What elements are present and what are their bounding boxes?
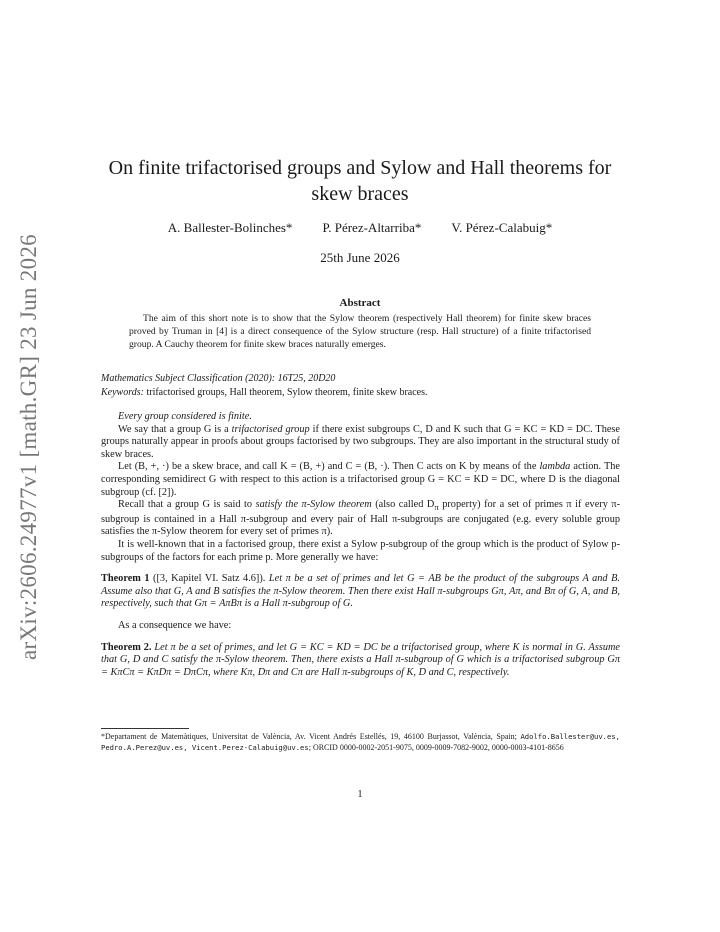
arxiv-identifier: arXiv:2606.24977v1 [math.GR] 23 Jun 2026: [16, 234, 41, 660]
paragraph: [101, 620, 620, 633]
footnote-orcid: ; ORCID 0000-0002-2051-9075, 0009-0009-7082-9002, 0000-0003-4101-8656: [308, 743, 564, 752]
arxiv-sidebar: [8, 234, 58, 665]
paragraph: [101, 424, 620, 462]
paragraph-text: Let (B, +, ·) be a skew brace, and call K = (B, +) and C = (B, ·). Then C acts on K by means of the: [118, 461, 540, 473]
abstract-heading: Abstract: [339, 297, 381, 309]
keywords: [101, 387, 631, 398]
theorem-1: [101, 573, 620, 611]
theorem-text: Let π be a set of primes and let G = AB be the product of the subgroups A and B. Assume also that G, A and B satisfies the π-Sylow theorem. Then there exist Hall π-subgroups Gπ, Aπ, and Bπ of G, A, and B, respectively, such that Gπ = AπBπ is a Hall π-subgroup of G.: [101, 573, 620, 610]
paragraph-text: As a consequence we have:: [118, 619, 232, 631]
author: V. Pérez-Calabuig*: [451, 220, 553, 235]
defined-term: satisfy the π-Sylow theorem: [255, 499, 372, 511]
author: P. Pérez-Altarriba*: [322, 220, 422, 235]
paper-title: On finite trifactorised groups and Sylow and Hall theorems for skew braces: [108, 157, 612, 205]
author-list: [90, 220, 630, 236]
theorem-reference: ([3, Kapitel VI. Satz 4.6]).: [149, 573, 269, 585]
footnote-rule: [101, 728, 189, 729]
paragraph: [101, 539, 620, 564]
theorem-label: Theorem 1: [101, 573, 150, 585]
paper-date: 25th June 2026: [320, 250, 400, 265]
main-body: [101, 411, 620, 679]
keywords-list: trifactorised groups, Hall theorem, Sylow theorem, finite skew braces.: [146, 387, 428, 398]
paragraph-text: action. The corresponding semidirect G with respect to this action is a trifactorised group G = KC = KD = DC, where D is the diagonal subgroup (cf. [2]).: [101, 461, 620, 498]
footnote-affiliation: *Departament de Matemàtiques, Universitat de València, Av. Vicent Andrés Estellés, 19, 46100 Burjassot, València, Spain;: [101, 732, 521, 741]
paragraph-text: Recall that a group G is said to: [118, 499, 256, 511]
paragraph: [101, 411, 620, 424]
defined-term: trifactorised group: [231, 423, 310, 435]
paragraph-text: property) for a set of primes π if every π-subgroup is contained in a Hall π-subgroup and every pair of Hall π-subgroups are conjugated (e.g. every soluble group satisfies the π-Sylow theorem for every set of primes π).: [101, 499, 621, 538]
page-number: 1: [357, 789, 363, 800]
abstract-text: The aim of this short note is to show that the Sylow theorem (respectively Hall theorem) for finite skew braces proved by Truman in [4] is a direct consequence of the Sylow structure (resp. Hall structure) of a finite trifactorised group. A Cauchy theorem for finite skew braces naturally emerges.: [129, 313, 591, 350]
paragraph-text: (also called D: [371, 499, 435, 511]
paragraph-text: if there exist subgroups C, D and K such that G = KC = KD = DC. These groups naturally appear in proofs about groups factorised by two subgroups. They are also important in the structural study of skew braces.: [101, 423, 620, 460]
paragraph: [101, 499, 620, 539]
subscript: π: [434, 502, 439, 513]
author: A. Ballester-Bolinches*: [167, 220, 293, 235]
msc-classification: Mathematics Subject Classification (2020): 16T25, 20D20: [101, 373, 336, 384]
theorem-2: [101, 642, 620, 680]
defined-term: lambda: [539, 461, 571, 473]
paragraph-text: It is well-known that in a factorised group, there exist a Sylow p-subgroup of the group which is the product of Sylow p-subgroups of the factors for each prime p. More generally we have:: [101, 538, 620, 563]
footnote-emails: Adolfo.Ballester@uv.es, Pedro.A.Perez@uv.es, Vicent.Perez-Calabuig@uv.es: [101, 732, 620, 752]
theorem-label: Theorem 2.: [101, 641, 152, 653]
paragraph-text: Every group considered is finite.: [118, 411, 252, 422]
paragraph-text: We say that a group G is a: [118, 423, 232, 435]
theorem-text: Let π be a set of primes, and let G = KC = KD = DC be a trifactorised group, where K is normal in G. Assume that G, D and C satisfy the π-Sylow theorem. Then, there exists a Hall π-subgroup of G which is a trifactorised subgroup Gπ = KπCπ = KπDπ = DπCπ, where Kπ, Dπ and Cπ are Hall π-subgroups of K, D and C, respectively.: [101, 641, 620, 678]
footnote: [101, 731, 620, 753]
keywords-label: Keywords:: [101, 387, 144, 398]
paragraph: [101, 461, 620, 499]
